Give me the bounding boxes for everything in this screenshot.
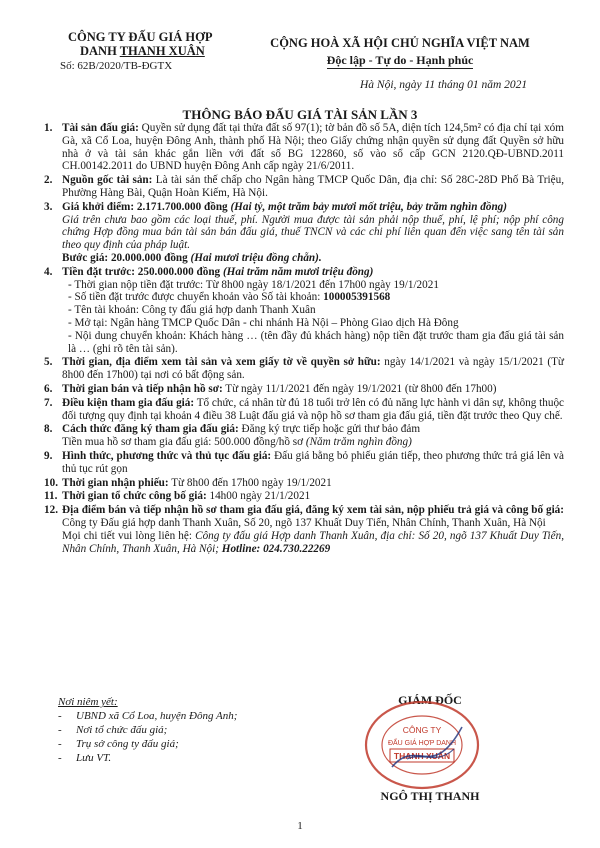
section-7 xyxy=(44,397,564,423)
section-number: 8. xyxy=(44,423,53,436)
posting-item: - Nơi tổ chức đấu giá; xyxy=(58,724,168,736)
national-header xyxy=(250,36,550,69)
issuer-block xyxy=(60,30,250,73)
section-text: Quyền sử dụng đất tại thửa đất số 97(1); tờ bản đồ số 5A, diện tích 124,5m² có địa chỉ tại xóm Gà, xã Cổ Loa, huyện Đông Anh, thành phố Hà Nội; theo Giấy chứng nhận quyền sử dụng đất Quyền sở hữu nhà ở và tài sản khác gắn liền với đất số BG 122860, số vào sổ cấp GCN 2120.QĐ-UBND.2011 CH.00142.2011 do UBND huyện Đông Anh cấp ngày 21/6/2011. xyxy=(62,122,564,173)
section-11 xyxy=(44,490,564,503)
deposit-account-number: 100005391568 xyxy=(323,291,391,304)
section-label: Địa điểm bán và tiếp nhận hồ sơ tham gia đấu giá, đăng ký xem tài sản, nộp phiếu trả giá và công bố giá: xyxy=(62,504,564,517)
section-label: Cách thức đăng ký tham gia đấu giá: xyxy=(62,423,239,436)
contact-line xyxy=(62,530,564,556)
section-9 xyxy=(44,450,564,476)
signer-name: NGÔ THỊ THANH xyxy=(380,789,480,803)
hotline: Hotline: 024.730.22269 xyxy=(221,542,331,555)
posting-item-text: UBND xã Cổ Loa, huyện Đông Anh; xyxy=(76,710,238,722)
seal-line-2: ĐẤU GIÁ HỢP DANH xyxy=(387,740,457,747)
section-text: Đấu giá bằng bỏ phiếu gián tiếp, theo phương thức trả giá lên và thủ tục rút gọn xyxy=(62,449,564,475)
seal-line-3: THANH XUÂN xyxy=(393,751,451,761)
section-number: 1. xyxy=(44,122,53,134)
posting-places xyxy=(58,695,308,765)
section-label: Thời gian tổ chức công bố giá: xyxy=(62,490,207,503)
section-2 xyxy=(44,174,564,200)
account-bank: - Mở tại: Ngân hàng TMCP Quốc Dân - chi nhánh Hà Nội – Phòng Giao dịch Hà Đông xyxy=(68,316,459,329)
deposit-account-line xyxy=(62,291,564,304)
contact-label: Mọi chi tiết vui lòng liên hệ: xyxy=(62,529,196,542)
section-label: Thời gian, địa điểm xem tài sản và xem giấy tờ về quyền sở hữu: xyxy=(62,356,381,369)
section-number: 3. xyxy=(44,200,53,213)
account-name: - Tên tài khoản: Công ty đấu giá hợp danh Thanh Xuân xyxy=(68,304,316,317)
deposit-amount: Tiền đặt trước: 250.000.000 đồng xyxy=(62,265,221,278)
transfer-content: - Nội dung chuyển khoản: Khách hàng … (tên đầy đủ khách hàng) nộp tiền đặt trước tham gia đấu giá tài sản là … (ghi rõ tên tài sản). xyxy=(68,329,564,355)
section-5 xyxy=(44,356,564,382)
section-text: 14h00 ngày 21/1/2021 xyxy=(206,490,311,503)
issuer-name-underlined: THANH XUÂN xyxy=(119,44,205,58)
section-number: 7. xyxy=(44,396,53,409)
issuer-name-part: DANH xyxy=(80,44,120,58)
deposit-amount-words: (Hai trăm năm mươi triệu đồng) xyxy=(220,265,374,278)
price-step-words: (Hai mươi triệu đồng chẵn). xyxy=(187,251,322,264)
seal-line-1: CÔNG TY xyxy=(402,725,442,735)
posting-item-text: Trụ sở công ty đấu giá; xyxy=(76,738,179,750)
section-label: Thời gian bán và tiếp nhận hồ sơ: xyxy=(62,382,223,395)
section-label: Nguồn gốc tài sản: xyxy=(62,174,153,187)
document-number: Số: 62B/2020/TB-ĐGTX xyxy=(60,60,173,72)
deposit-time: - Thời gian nộp tiền đặt trước: Từ 8h00 ngày 18/1/2021 đến 17h00 ngày 19/1/2021 xyxy=(68,278,439,291)
issuer-name-line1: CÔNG TY ĐẤU GIÁ HỢP xyxy=(68,30,213,44)
deposit-account-label: - Số tiền đặt trước được chuyển khoản vào Số tài khoản: xyxy=(68,291,324,304)
section-label: Thời gian nhận phiếu: xyxy=(62,476,169,489)
dossier-fee-words: (Năm trăm nghìn đồng) xyxy=(303,436,412,449)
national-motto: Độc lập - Tự do - Hạnh phúc xyxy=(326,53,474,67)
section-number: 2. xyxy=(44,174,53,187)
section-4 xyxy=(44,266,564,356)
section-number: 5. xyxy=(44,356,53,369)
section-label: Hình thức, phương thức và thủ tục đấu giá: xyxy=(62,449,272,462)
section-text: Tổ chức, cá nhân từ đủ 18 tuổi trở lên có đủ năng lực hành vi dân sự, không thuộc đối tượng quy định tại khoản 4 điều 38 Luật đấu giá và nộp hồ sơ tham gia đấu giá, tiền đặt trước theo Quy chế. xyxy=(62,396,564,422)
page-number: 1 xyxy=(297,820,303,832)
issuer-name-line2 xyxy=(60,44,250,58)
section-number: 9. xyxy=(44,449,53,462)
posting-item: - Trụ sở công ty đấu giá; xyxy=(58,738,179,750)
price-step: Bước giá: 20.000.000 đồng xyxy=(62,251,188,264)
posting-item: - UBND xã Cổ Loa, huyện Đông Anh; xyxy=(58,710,238,722)
signature-block xyxy=(330,693,530,803)
starting-price: Giá khởi điểm: 2.171.700.000 đồng xyxy=(62,200,228,213)
section-3 xyxy=(44,201,564,265)
section-1 xyxy=(44,122,564,173)
section-text: ngày 14/1/2021 và ngày 15/1/2021 (Từ 8h00 đến 17h00) tại nơi có bất động sản. xyxy=(62,356,564,382)
price-step-line xyxy=(62,252,564,265)
section-number: 10. xyxy=(44,476,58,489)
nation-name: CỘNG HOÀ XÃ HỘI CHỦ NGHĨA VIỆT NAM xyxy=(270,36,530,50)
section-text: Công ty Đấu giá hợp danh Thanh Xuân, Số 20, ngõ 137 Khuất Duy Tiến, Nhân Chính, Thanh Xuân, Hà Nội xyxy=(62,516,546,529)
section-label: Điều kiện tham gia đấu giá: xyxy=(62,396,195,409)
starting-price-words: (Hai tỷ, một trăm bảy mươi mốt triệu, bảy trăm nghìn đồng) xyxy=(227,200,508,213)
section-10 xyxy=(44,477,564,490)
section-12 xyxy=(44,504,564,555)
posting-label: Nơi niêm yết: xyxy=(58,696,118,708)
section-text: Đăng ký trực tiếp hoặc gửi thư bảo đảm xyxy=(238,423,421,436)
posting-item-text: Nơi tổ chức đấu giá; xyxy=(76,724,168,736)
signer-role: GIÁM ĐỐC xyxy=(398,693,462,707)
price-note: Giá trên chưa bao gồm các loại thuế, phí. Người mua được tài sản phải nộp thuế, phí, lệ phí; nộp phí công chứng Hợp đồng mua bán tài sản bán đấu giá, thuế TNCN và các chi phí liên quan đến việc sang tên tài sản theo quy định của pháp luật. xyxy=(62,213,564,252)
document-date: Hà Nội, ngày 11 tháng 01 năm 2021 xyxy=(360,79,528,91)
section-number: 6. xyxy=(44,382,53,395)
posting-item-text: Lưu VT. xyxy=(76,752,112,764)
section-text: Từ ngày 11/1/2021 đến ngày 19/1/2021 (từ 8h00 đến 17h00) xyxy=(222,382,497,395)
section-6 xyxy=(44,383,564,396)
dossier-fee-line xyxy=(62,436,564,449)
contact-address: Công ty đấu giá Hợp danh Thanh Xuân, địa chỉ: Số 20, ngõ 137 Khuất Duy Tiến, Nhân Chính, Thanh Xuân, Hà Nội; xyxy=(62,529,564,555)
section-number: 12. xyxy=(44,504,58,517)
posting-item: - Lưu VT. xyxy=(58,752,112,764)
company-seal-icon xyxy=(362,697,482,791)
dossier-fee: Tiền mua hồ sơ tham gia đấu giá: 500.000 đồng/hồ sơ xyxy=(62,436,304,449)
section-number: 4. xyxy=(44,265,53,278)
document-title: THÔNG BÁO ĐẤU GIÁ TÀI SẢN LẦN 3 xyxy=(182,107,418,122)
section-text: Là tài sản thế chấp cho Ngân hàng TMCP Quốc Dân, địa chỉ: Số 28C-28D Phố Bà Triệu, Phường Hàng Bài, Quận Hoàn Kiếm, Hà Nội. xyxy=(62,174,564,199)
section-label: Tài sản đấu giá: xyxy=(62,122,139,134)
section-8 xyxy=(44,423,564,449)
document-body xyxy=(44,122,564,556)
section-number: 11. xyxy=(44,490,58,503)
section-text: Từ 8h00 đến 17h00 ngày 19/1/2021 xyxy=(168,476,332,489)
